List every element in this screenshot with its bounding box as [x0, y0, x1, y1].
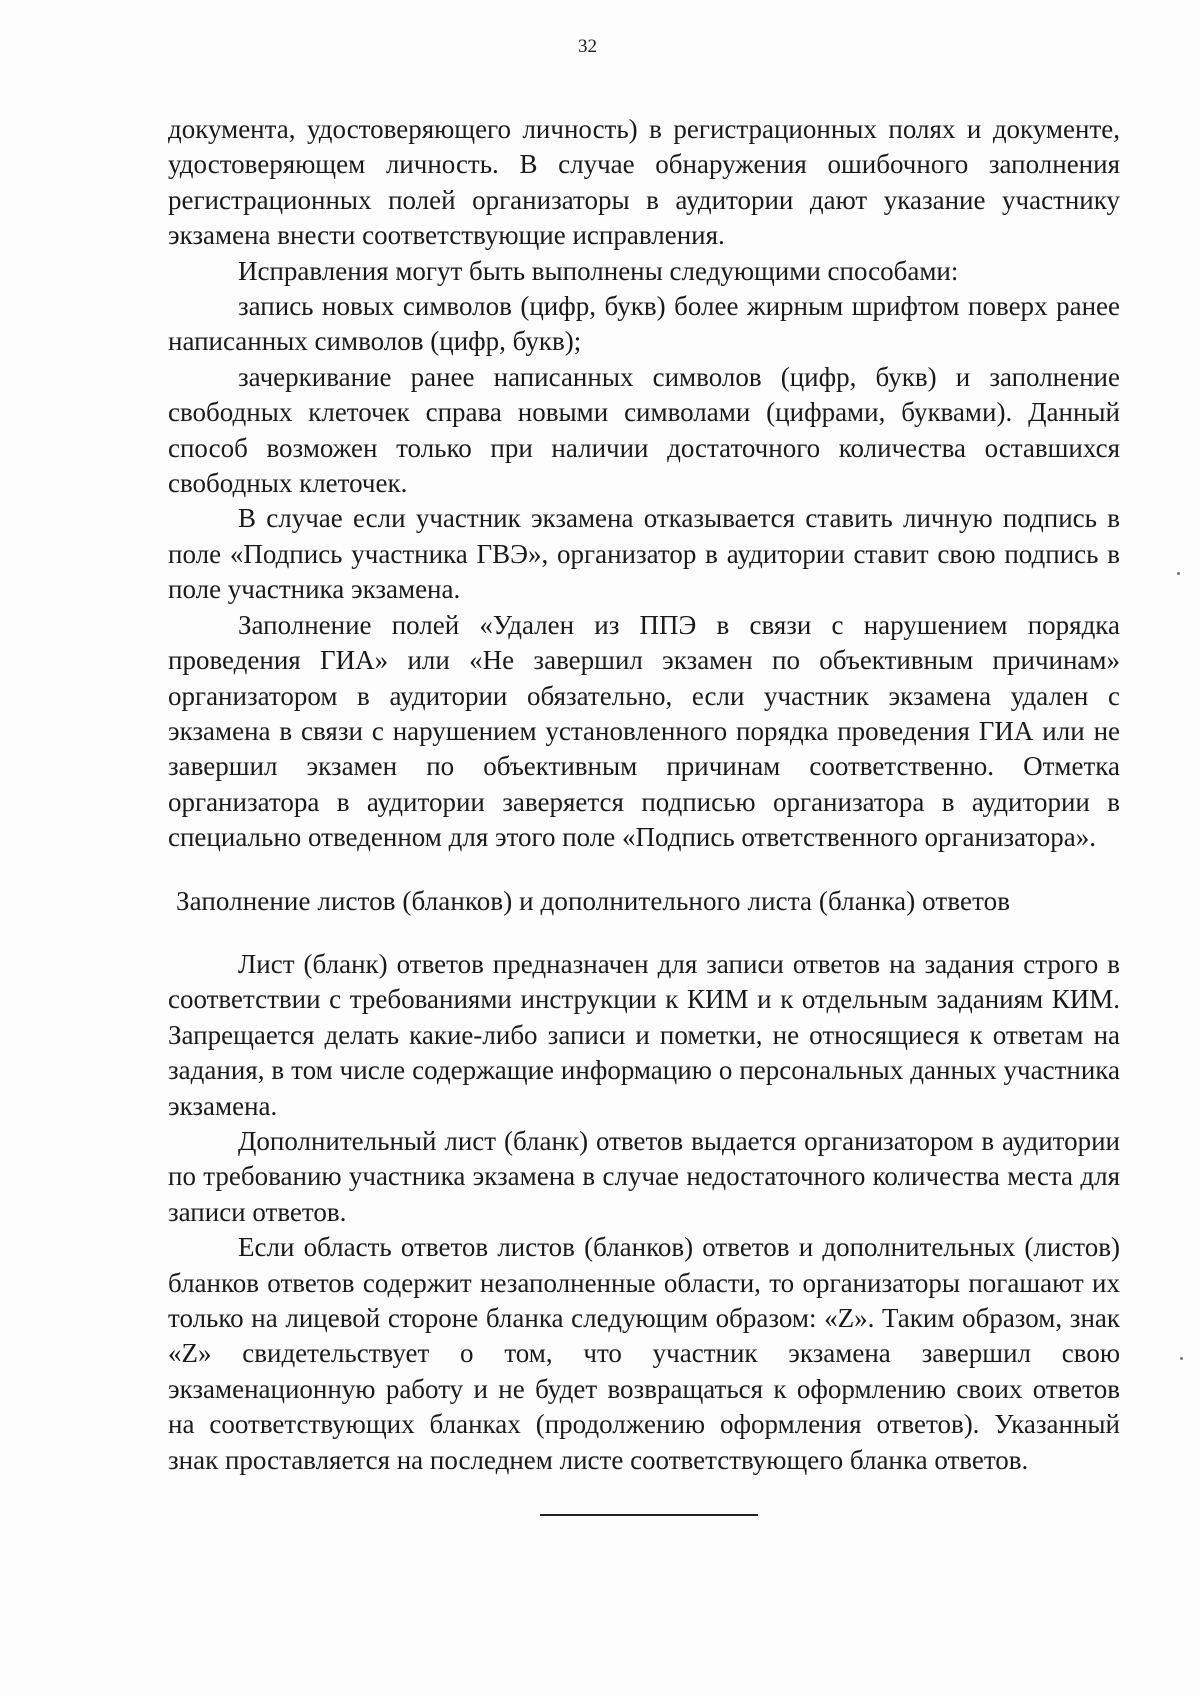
- document-body: [168, 112, 1120, 1478]
- paragraph-signature-refusal: В случае если участник экзамена отказывается ставить личную подпись в поле «Подпись участника ГВЭ», организатор в аудитории ставит свою подпись в поле участника экзамена.: [168, 503, 1120, 605]
- paragraph-empty-areas: Если область ответов листов (бланков) ответов и дополнительных (листов) бланков ответов содержит незаполненные области, то организаторы погашают их только на лицевой стороне бланка следующим образом: «Z». Таким образом, знак «Z» свидетельствует о том, что участник экзамена завершил свою экзаменационную работу и не будет возвращаться к оформлению своих ответов на соответствующих бланках (продолжению оформления ответов). Указанный знак проставляется на последнем листе соответствующего бланка ответов.: [168, 1232, 1120, 1475]
- paragraph-corrections-intro: Исправления могут быть выполнены следующими способами:: [238, 255, 959, 286]
- scan-speck: [1177, 572, 1180, 575]
- page-number: 32: [578, 36, 597, 57]
- section-heading: Заполнение листов (бланков) и дополнительного листа (бланка) ответов: [176, 885, 1011, 916]
- end-divider-line: [540, 1514, 758, 1516]
- scan-speck: [1180, 1357, 1183, 1360]
- paragraph-additional-sheet: Дополнительный лист (бланк) ответов выдается организатором в аудитории по требованию участника экзамена в случае недостаточного количества места для записи ответов.: [168, 1125, 1120, 1227]
- paragraph-removal-fields: Заполнение полей «Удален из ППЭ в связи с нарушением порядка проведения ГИА» или «Не завершил экзамен по объективным причинам» организатором в аудитории обязательно, если участник экзамена удален с экзамена в связи с нарушением установленного порядка проведения ГИА или не завершил экзамен по объективным причинам соответственно. Отметка организатора в аудитории заверяется подписью организатора в аудитории в специально отведенном для этого поле «Подпись ответственного организатора».: [168, 609, 1120, 853]
- paragraph-correction-method-1: запись новых символов (цифр, букв) более жирным шрифтом поверх ранее написанных символов (цифр, букв);: [168, 291, 1120, 357]
- paragraph-continuation: документа, удостоверяющего личность) в регистрационных полях и документе, удостоверяющем личность. В случае обнаружения ошибочного заполнения регистрационных полей организаторы в аудитории дают указание участнику экзамена внести соответствующие исправления.: [168, 114, 1120, 251]
- paragraph-correction-method-2: зачеркивание ранее написанных символов (цифр, букв) и заполнение свободных клеточек справа новыми символами (цифрами, буквами). Данный способ возможен только при наличии достаточного количества оставшихся свободных клеточек.: [168, 361, 1120, 499]
- paragraph-answer-sheet: Лист (бланк) ответов предназначен для записи ответов на задания строго в соответствии с требованиями инструкции к КИМ и к отдельным заданиям КИМ. Запрещается делать какие-либо записи и пометки, не относящиеся к ответам на задания, в том числе содержащие информацию о персональных данных участника экзамена.: [168, 948, 1120, 1121]
